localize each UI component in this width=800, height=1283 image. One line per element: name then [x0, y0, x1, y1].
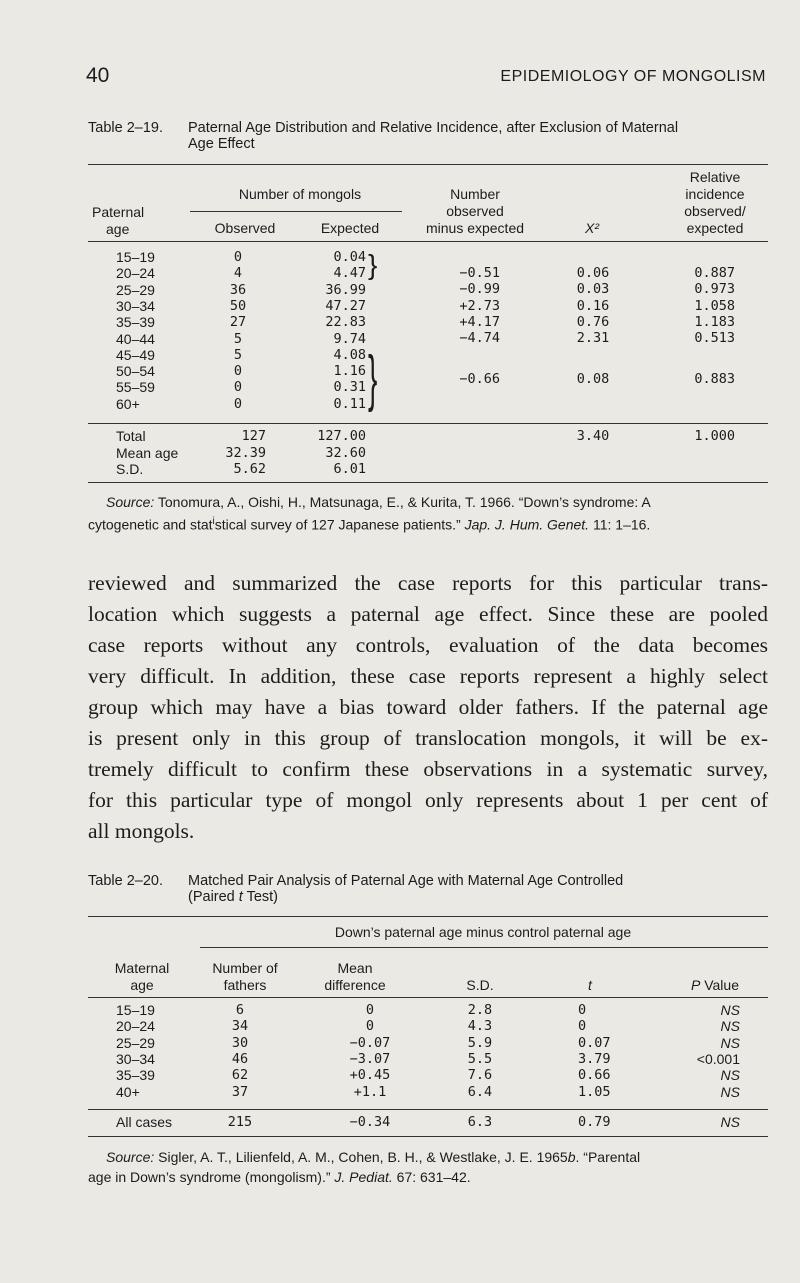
table2-fathers: 30 — [231, 1034, 249, 1051]
body-line: location which suggests a paternal age effect. Since these are pooled — [88, 602, 768, 626]
table1-observed: 27 — [229, 314, 247, 331]
table2-p: NS — [720, 1002, 740, 1018]
table2-total-t: 0.79 — [578, 1114, 611, 1130]
table1-diff: +4.17 — [459, 314, 500, 330]
table2-t: 1.05 — [578, 1083, 611, 1100]
table2-header-group: Down’s paternal age minus control paternal age — [334, 924, 632, 940]
table2-mean: 0 — [365, 1002, 375, 1018]
table1-observed: 0 — [233, 379, 243, 396]
table1-source: Source: Tonomura, A., Oishi, H., Matsunaga, E., & Kurita, T. 1966. “Down’s syndrome: A cytogenetic and stat$^i$stical survey of 127 Japanese patients.” Jap. J. Hum. Genet. 11: 1–16. — [88, 494, 651, 533]
table2-sd: 7.6 — [467, 1067, 493, 1084]
table2-header-p: P Value — [690, 977, 739, 993]
table1-age: 35–39 — [116, 314, 155, 331]
table2-p: NS — [720, 1034, 740, 1051]
table2-mean: +0.45 — [349, 1067, 391, 1084]
table1-chi: 0.03 — [576, 281, 610, 297]
table1-header-expected: Expected — [320, 220, 380, 236]
table1-age: 50–54 — [116, 363, 155, 380]
table2-p: NS — [720, 1018, 740, 1035]
table1-age: 20–24 — [116, 265, 155, 282]
table1-diff: −0.99 — [459, 281, 500, 297]
table1-total-observed: 5.62 — [233, 461, 266, 477]
table1-brace-1: } — [368, 249, 378, 280]
table2-header-mean: Mean difference — [324, 960, 386, 993]
table1-total-expected: 32.60 — [325, 444, 366, 461]
table2-fathers: 46 — [231, 1050, 249, 1067]
table1-diff: −0.51 — [459, 265, 500, 281]
table2-t: 3.79 — [578, 1050, 611, 1067]
table1-observed: 5 — [233, 330, 243, 347]
table2-top-rule — [88, 916, 768, 917]
table1-chi: 2.31 — [576, 330, 610, 346]
table2-caption-line2: (Paired t Test) — [188, 889, 279, 905]
table2-sd: 4.3 — [467, 1018, 493, 1035]
table2-fathers: 6 — [235, 1002, 245, 1018]
body-paragraph — [88, 568, 768, 847]
table1-expected: 36.99 — [325, 281, 366, 298]
table2-p: <0.001 — [696, 1050, 740, 1067]
table2-t: 0 — [578, 1018, 587, 1035]
table1-expected: 22.83 — [325, 314, 366, 331]
table2-fathers: 62 — [231, 1067, 249, 1084]
body-line: very difficult. In addition, these case reports represent a highly select — [88, 664, 768, 688]
table1-header-mongols: Number of mongols — [238, 186, 362, 202]
table2-age: 30–34 — [116, 1050, 155, 1067]
table1-age: 45–49 — [116, 346, 155, 363]
page-number: 40 — [86, 64, 110, 87]
body-line: for this particular type of mongol only represents about 1 per cent of — [88, 788, 768, 812]
table1-relative: 0.883 — [694, 371, 735, 387]
table1-relative: 1.183 — [694, 314, 735, 330]
table1-chi: 0.08 — [576, 371, 610, 387]
table1-observed: 0 — [233, 395, 243, 412]
table1-observed: 50 — [229, 297, 247, 314]
table1-expected: 0.11 — [333, 395, 366, 412]
table2-total-fathers: 215 — [227, 1114, 253, 1130]
table1-observed: 0 — [233, 249, 243, 265]
table1-total-expected: 6.01 — [333, 461, 366, 477]
table1-caption-line2: Age Effect — [188, 136, 255, 152]
table1-label: Table 2–19. — [88, 120, 163, 136]
table1-top-rule — [88, 164, 768, 165]
table1-total-observed: 32.39 — [225, 444, 266, 461]
table1-diff: −0.66 — [459, 371, 500, 387]
table1-age: 40–44 — [116, 330, 155, 347]
table2-bottom-rule — [88, 1136, 768, 1137]
table2-label: Table 2–20. — [88, 873, 163, 889]
table1-header-paternal: Paternal age — [92, 204, 145, 237]
table1-brace-2: } — [368, 344, 378, 413]
table2-age: 25–29 — [116, 1034, 155, 1051]
table1-age: 25–29 — [116, 281, 155, 298]
table1-total-chi: 3.40 — [576, 428, 610, 444]
table1-relative: 0.973 — [694, 281, 735, 297]
table2-age: 20–24 — [116, 1018, 155, 1035]
table2-t: 0.66 — [578, 1067, 611, 1084]
table1-header-span-rule — [190, 211, 402, 212]
body-line: all mongols. — [88, 819, 195, 843]
table1-chi: 0.76 — [576, 314, 610, 330]
table1-expected: 0.31 — [333, 379, 366, 396]
body-line: reviewed and summarized the case reports for this particular trans- — [88, 571, 768, 595]
table1-header-diff: Number observed minus expected — [425, 186, 525, 236]
table2-t: 0.07 — [578, 1034, 611, 1051]
body-line: case reports without any controls, evaluation of the data becomes — [88, 633, 768, 657]
table2-header-rule — [88, 997, 768, 998]
table2-fathers: 37 — [231, 1083, 249, 1100]
table1-totals-rule — [88, 423, 768, 424]
table1-age: 60+ — [116, 395, 140, 412]
table1-caption-line1: Paternal Age Distribution and Relative Incidence, after Exclusion of Maternal — [188, 120, 679, 136]
table1-observed: 0 — [233, 363, 243, 380]
body-line: tremely difficult to confirm these observations in a systematic survey, — [88, 757, 768, 781]
table2-total-mean: −0.34 — [349, 1114, 391, 1130]
table1-total-label: Total — [116, 428, 146, 444]
table2-mean: −0.07 — [349, 1034, 391, 1051]
table1-age: 30–34 — [116, 297, 155, 314]
table2-sd: 5.5 — [467, 1050, 493, 1067]
table2-sd: 6.4 — [467, 1083, 493, 1100]
table1-relative: 0.513 — [694, 330, 735, 346]
table1-observed: 36 — [229, 281, 247, 298]
table2-mean: 0 — [365, 1018, 375, 1035]
table1-expected: 9.74 — [333, 330, 366, 347]
table2-total-rule — [88, 1109, 768, 1110]
table1-age: 55–59 — [116, 379, 155, 396]
table2-total-p: NS — [720, 1114, 740, 1130]
body-line: group which may have a bias toward older fathers. If the paternal age — [88, 695, 768, 719]
table2-source: Source: Sigler, A. T., Lilienfeld, A. M., Cohen, B. H., & Westlake, J. E. 1965b. “Parental age in Down’s syndrome (mongolism).” J. Pediat. 67: 631–42. — [88, 1149, 641, 1185]
table1-total-label: Mean age — [116, 444, 179, 461]
table1-chi: 0.06 — [576, 265, 610, 281]
table1-header-observed: Observed — [214, 220, 276, 236]
table1-total-label: S.D. — [116, 461, 144, 477]
table1-total-relative: 1.000 — [694, 428, 735, 444]
table2-t: 0 — [578, 1002, 587, 1018]
table1-expected: 4.47 — [333, 265, 366, 282]
table2-caption-line1: Matched Pair Analysis of Paternal Age with Maternal Age Controlled — [188, 873, 624, 889]
table2-sd: 5.9 — [467, 1034, 493, 1051]
table1-expected: 1.16 — [333, 363, 366, 380]
table1-diff: +2.73 — [459, 298, 500, 314]
table2-fathers: 34 — [231, 1018, 249, 1035]
table2-age: 40+ — [116, 1083, 140, 1100]
table2-p: NS — [720, 1083, 740, 1100]
table1-observed: 4 — [233, 265, 243, 282]
table2-total-sd: 6.3 — [467, 1114, 493, 1130]
table1-header-chi: X² — [585, 220, 599, 236]
table1-relative: 1.058 — [694, 298, 735, 314]
table1-relative: 0.887 — [694, 265, 735, 281]
table1-total-observed: 127 — [241, 428, 266, 444]
table1-total-expected: 127.00 — [317, 428, 366, 444]
table1-header-rule — [88, 241, 768, 242]
table2-total-age: All cases — [116, 1114, 173, 1130]
table2-p: NS — [720, 1067, 740, 1084]
table1-expected: 4.08 — [333, 346, 366, 363]
table2-header-fathers: Number of fathers — [212, 960, 278, 993]
body-line: is present only in this group of translocation mongols, it will be ex- — [88, 726, 768, 750]
running-title: EPIDEMIOLOGY OF MONGOLISM — [500, 68, 766, 85]
table2-mean: −3.07 — [349, 1050, 391, 1067]
table2-sd: 2.8 — [467, 1002, 493, 1018]
table1-expected: 0.04 — [333, 249, 366, 265]
table1-diff: −4.74 — [459, 330, 500, 346]
table2-header-sd: S.D. — [466, 977, 494, 993]
table2-header-span-rule — [200, 947, 768, 948]
table2-age: 35–39 — [116, 1067, 155, 1084]
table2-age: 15–19 — [116, 1002, 155, 1018]
table2-mean: +1.1 — [353, 1083, 387, 1100]
table1-bottom-rule — [88, 482, 768, 483]
table1-expected: 47.27 — [325, 297, 366, 314]
table2-header-maternal: Maternal age — [114, 960, 170, 993]
table1-age: 15–19 — [116, 249, 155, 265]
table1-observed: 5 — [233, 346, 243, 363]
table2-header-t: t — [588, 977, 592, 993]
table1-header-relative: Relative incidence observed/ expected — [684, 169, 746, 236]
table1-chi: 0.16 — [576, 298, 610, 314]
